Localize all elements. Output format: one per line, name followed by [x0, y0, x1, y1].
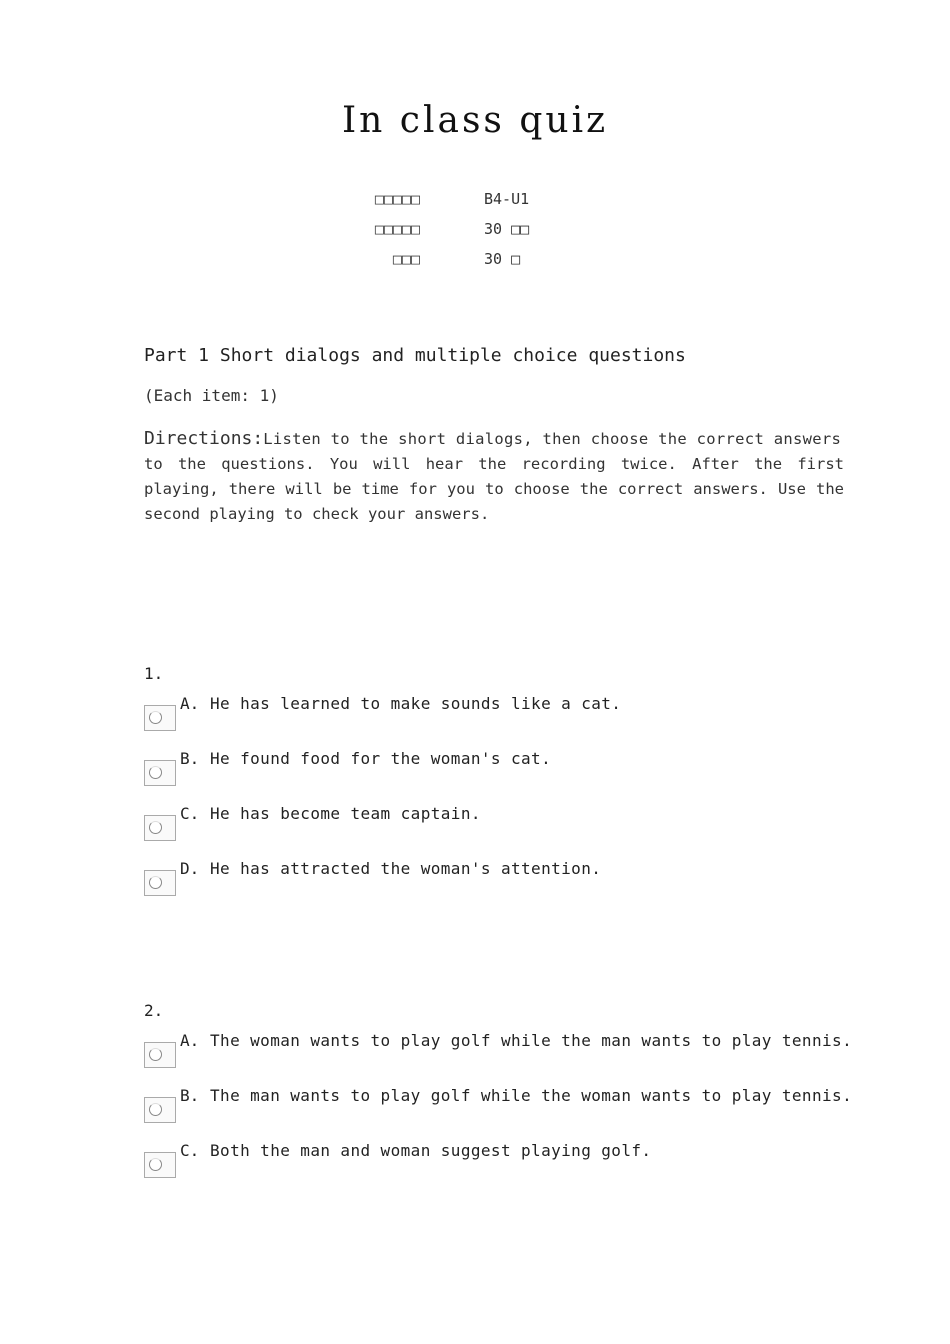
option-text: Both the man and woman suggest playing golf. [210, 1141, 652, 1160]
option-1-d[interactable] [144, 859, 864, 914]
part-title: Part 1 Short dialogs and multiple choice questions [144, 345, 686, 366]
option-text: The woman wants to play golf while the man wants to play tennis. [210, 1031, 853, 1050]
radio-button[interactable] [144, 870, 176, 896]
option-letter: A. [180, 694, 200, 713]
question-number: 1. [144, 664, 164, 683]
radio-button[interactable] [144, 815, 176, 841]
meta-label: □□□□□ [374, 220, 420, 238]
directions-text: to the questions. You will hear the recording twice. After the first playing, there will be time for you to choose the correct answers. Use the second playing to check your answers. [144, 455, 844, 523]
option-letter: B. [180, 1086, 200, 1105]
radio-circle-icon [149, 1158, 162, 1171]
meta-row [360, 250, 529, 280]
radio-button[interactable] [144, 1097, 176, 1123]
meta-label: □□□□□ [374, 190, 420, 208]
option-letter: C. [180, 1141, 200, 1160]
meta-row [360, 220, 529, 250]
radio-circle-icon [149, 876, 162, 889]
radio-circle-icon [149, 766, 162, 779]
each-item-score: (Each item: 1) [144, 386, 279, 405]
directions-label: Directions: [144, 428, 264, 449]
radio-circle-icon [149, 821, 162, 834]
directions-text-first: Listen to the short dialogs, then choose the correct answers [263, 430, 842, 448]
option-1-a[interactable] [144, 694, 864, 749]
meta-value: 30 □□ [484, 220, 530, 238]
option-text: The man wants to play golf while the woman wants to play tennis. [210, 1086, 853, 1105]
option-2-a[interactable] [144, 1031, 864, 1086]
meta-value: B4-U1 [484, 190, 530, 208]
radio-circle-icon [149, 711, 162, 724]
meta-row [360, 190, 529, 220]
radio-circle-icon [149, 1103, 162, 1116]
option-letter: A. [180, 1031, 200, 1050]
option-2-c[interactable] [144, 1141, 864, 1196]
option-2-b[interactable] [144, 1086, 864, 1141]
meta-label: □□□ [392, 250, 420, 268]
radio-button[interactable] [144, 1152, 176, 1178]
radio-button[interactable] [144, 760, 176, 786]
radio-button[interactable] [144, 705, 176, 731]
question-number: 2. [144, 1001, 164, 1020]
option-letter: D. [180, 859, 200, 878]
question-1 [144, 664, 864, 914]
option-text: He found food for the woman's cat. [210, 749, 552, 768]
option-text: He has learned to make sounds like a cat. [210, 694, 622, 713]
option-1-c[interactable] [144, 804, 864, 859]
page-title: In class quiz [341, 100, 609, 141]
option-letter: C. [180, 804, 200, 823]
question-2 [144, 1001, 864, 1196]
radio-button[interactable] [144, 1042, 176, 1068]
option-letter: B. [180, 749, 200, 768]
option-text: He has attracted the woman's attention. [210, 859, 602, 878]
option-text: He has become team captain. [210, 804, 481, 823]
directions [144, 426, 844, 527]
radio-circle-icon [149, 1048, 162, 1061]
option-1-b[interactable] [144, 749, 864, 804]
meta-value: 30 □ [484, 250, 521, 268]
quiz-meta [360, 190, 529, 280]
